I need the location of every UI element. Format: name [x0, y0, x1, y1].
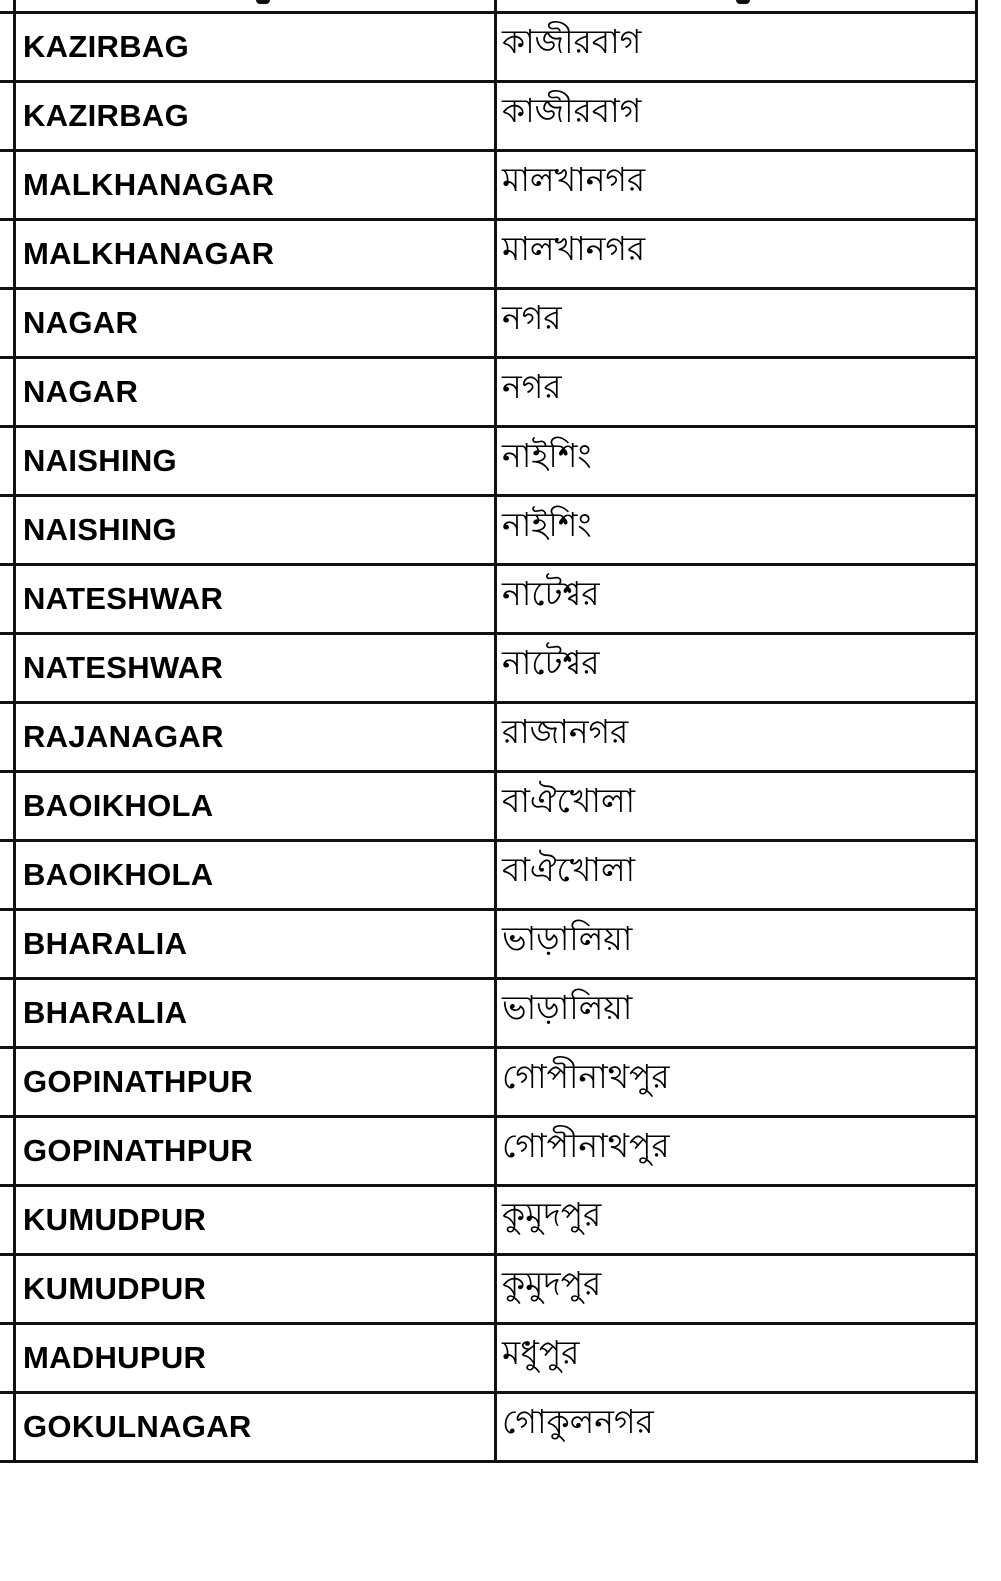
english-name-cell: NAGAR — [23, 305, 139, 340]
table-row — [0, 1115, 1001, 1184]
english-name-cell: KAZIRBAG — [23, 29, 189, 64]
bengali-name-cell: নাইশিং — [502, 436, 592, 475]
table-right-border — [975, 0, 978, 1462]
bengali-name-cell: নাটেশ্বর — [502, 643, 600, 682]
english-name-cell: KUMUDPUR — [23, 1202, 207, 1237]
table-row — [0, 356, 1001, 425]
bengali-name-cell: বাঐখোলা — [502, 781, 636, 820]
english-name-cell: GOKULNAGAR — [23, 1409, 252, 1444]
english-name-cell: KUMUDPUR — [23, 1271, 207, 1306]
english-name-cell: KAZIRBAG — [23, 98, 189, 133]
bengali-name-cell: মধুপুর — [502, 1333, 580, 1372]
table-row — [0, 287, 1001, 356]
english-name-cell: BHARALIA — [23, 995, 188, 1030]
column-divider — [494, 0, 497, 1462]
bengali-name-cell: নাটেশ্বর — [502, 574, 600, 613]
english-name-cell: MADHUPUR — [23, 1340, 207, 1375]
bengali-name-cell: নগর — [502, 367, 562, 406]
table-row — [0, 1391, 1001, 1460]
english-name-cell: NAGAR — [23, 374, 139, 409]
english-name-cell: MALKHANAGAR — [23, 167, 275, 202]
table-row — [0, 563, 1001, 632]
table-row — [0, 632, 1001, 701]
english-name-cell: BAOIKHOLA — [23, 788, 214, 823]
english-name-cell: NAISHING — [23, 443, 177, 478]
row-divider — [0, 287, 978, 290]
bengali-name-cell: নাইশিং — [502, 505, 592, 544]
bengali-name-cell: রাজানগর — [502, 712, 629, 751]
table-row — [0, 977, 1001, 1046]
bengali-name-cell: কুমুদপুর — [502, 1264, 602, 1303]
table-row — [0, 1322, 1001, 1391]
bengali-name-cell: কাজীরবাগ — [502, 22, 642, 61]
table-bottom-border — [0, 1460, 978, 1463]
cut-off-header-glyph — [736, 0, 750, 4]
table-row — [0, 149, 1001, 218]
bengali-name-cell: নগর — [502, 298, 562, 337]
english-name-cell: NATESHWAR — [23, 650, 224, 685]
english-name-cell: NATESHWAR — [23, 581, 224, 616]
row-divider — [0, 356, 978, 359]
bengali-name-cell: ভাড়ালিয়া — [502, 919, 633, 958]
english-name-cell: NAISHING — [23, 512, 177, 547]
bengali-name-cell: কাজীরবাগ — [502, 91, 642, 130]
table-row — [0, 1253, 1001, 1322]
table-row — [0, 11, 1001, 80]
english-name-cell: GOPINATHPUR — [23, 1064, 254, 1099]
bengali-name-cell: মালখানগর — [502, 229, 646, 268]
bengali-name-cell: গোকুলনগর — [502, 1402, 654, 1441]
bengali-name-cell: গোপীনাথপুর — [502, 1126, 670, 1165]
english-name-cell: BAOIKHOLA — [23, 857, 214, 892]
table-row — [0, 1184, 1001, 1253]
table-row — [0, 701, 1001, 770]
table-row — [0, 839, 1001, 908]
table-row — [0, 770, 1001, 839]
english-name-cell: MALKHANAGAR — [23, 236, 275, 271]
table-row — [0, 1046, 1001, 1115]
english-name-cell: RAJANAGAR — [23, 719, 224, 754]
table-row — [0, 908, 1001, 977]
table-left-border — [13, 0, 16, 1462]
bengali-name-cell: গোপীনাথপুর — [502, 1057, 670, 1096]
english-name-cell: GOPINATHPUR — [23, 1133, 254, 1168]
bengali-name-cell: কুমুদপুর — [502, 1195, 602, 1234]
table-row — [0, 80, 1001, 149]
english-name-cell: BHARALIA — [23, 926, 188, 961]
table-row — [0, 494, 1001, 563]
cut-off-header-glyph — [256, 0, 270, 4]
bengali-name-cell: ভাড়ালিয়া — [502, 988, 633, 1027]
bengali-name-cell: বাঐখোলা — [502, 850, 636, 889]
table-row — [0, 218, 1001, 287]
bengali-name-cell: মালখানগর — [502, 160, 646, 199]
table-row — [0, 425, 1001, 494]
